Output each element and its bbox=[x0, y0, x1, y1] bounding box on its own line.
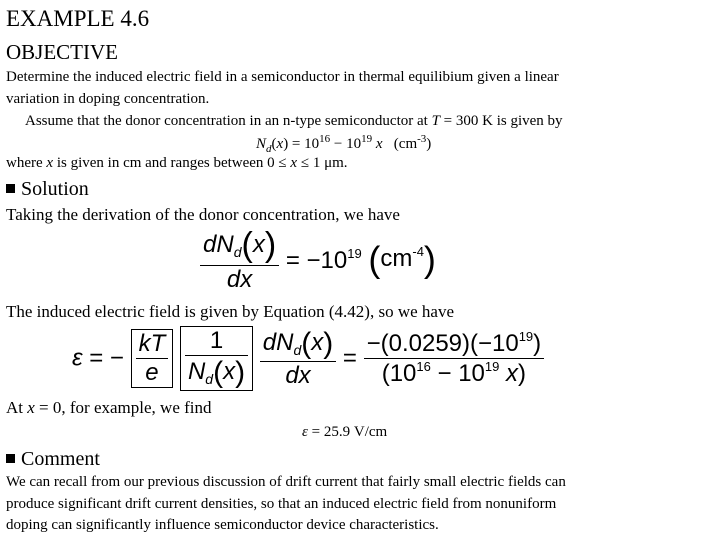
bullet-icon bbox=[6, 184, 15, 193]
example-title: EXAMPLE 4.6 bbox=[6, 6, 150, 31]
derivative-fraction: $\frac{dN_d(x)}{dx}$ bbox=[200, 226, 279, 294]
nd-bracket: $\frac{1}{N_d(x)}$ bbox=[180, 326, 253, 391]
objective-line-5: where x is given in cm and ranges between 0 ≤ x ≤ 1 μm. bbox=[6, 155, 348, 171]
solution-heading: Solution bbox=[6, 178, 89, 201]
solution-at-x: At x = 0, for example, we find bbox=[6, 398, 212, 417]
comment-line-2: produce significant drift current densities, so that an induced electric field from nonuniform bbox=[6, 496, 557, 512]
result-fraction: $\frac{-(0.0259)(-10^{19})}{(10^{16} - 10^{19} x)}$ bbox=[364, 329, 545, 388]
equation-induced-field: ε = − $\frac{kT}{e}$ $\frac{1}{N_d(x)}$ $\frac{dN_d(x)}{dx}$ = $\frac{-(0.0259)(-10^{19})}{(10^{16} - 10^{19} x)}$ bbox=[72, 326, 544, 391]
donor-concentration-formula: $N_d(x) = 10^{16} - 10^{19}$ x $(cm^{-3})$ bbox=[256, 133, 432, 155]
objective-heading: OBJECTIVE bbox=[6, 40, 118, 64]
result-value: ε = 25.9 V/cm bbox=[302, 424, 388, 440]
derivative-fraction-2: $\frac{dN_d(x)}{dx}$ bbox=[260, 327, 336, 390]
solution-induced: The induced electric field is given by Equation (4.42), so we have bbox=[6, 302, 454, 321]
comment-heading: Comment bbox=[6, 448, 100, 471]
comment-line-3: doping can significantly influence semiconductor device characteristics. bbox=[6, 517, 439, 533]
bullet-icon bbox=[6, 454, 15, 463]
solution-intro: Taking the derivation of the donor concentration, we have bbox=[6, 205, 400, 224]
equation-derivative: $\frac{dN_d(x)}{dx}$ = $-10^{19}$ $(cm^{-4})$ bbox=[200, 226, 436, 294]
objective-line-1: Determine the induced electric field in a semiconductor in thermal equilibium given a linear bbox=[6, 69, 559, 85]
kt-bracket: $\frac{kT}{e}$ bbox=[131, 329, 174, 388]
comment-line-1: We can recall from our previous discussion of drift current that fairly small electric fields can bbox=[6, 474, 566, 490]
objective-line-3: Assume that the donor concentration in an n-type semiconductor at T = 300 K is given by bbox=[25, 113, 563, 129]
objective-line-2: variation in doping concentration. bbox=[6, 91, 210, 107]
